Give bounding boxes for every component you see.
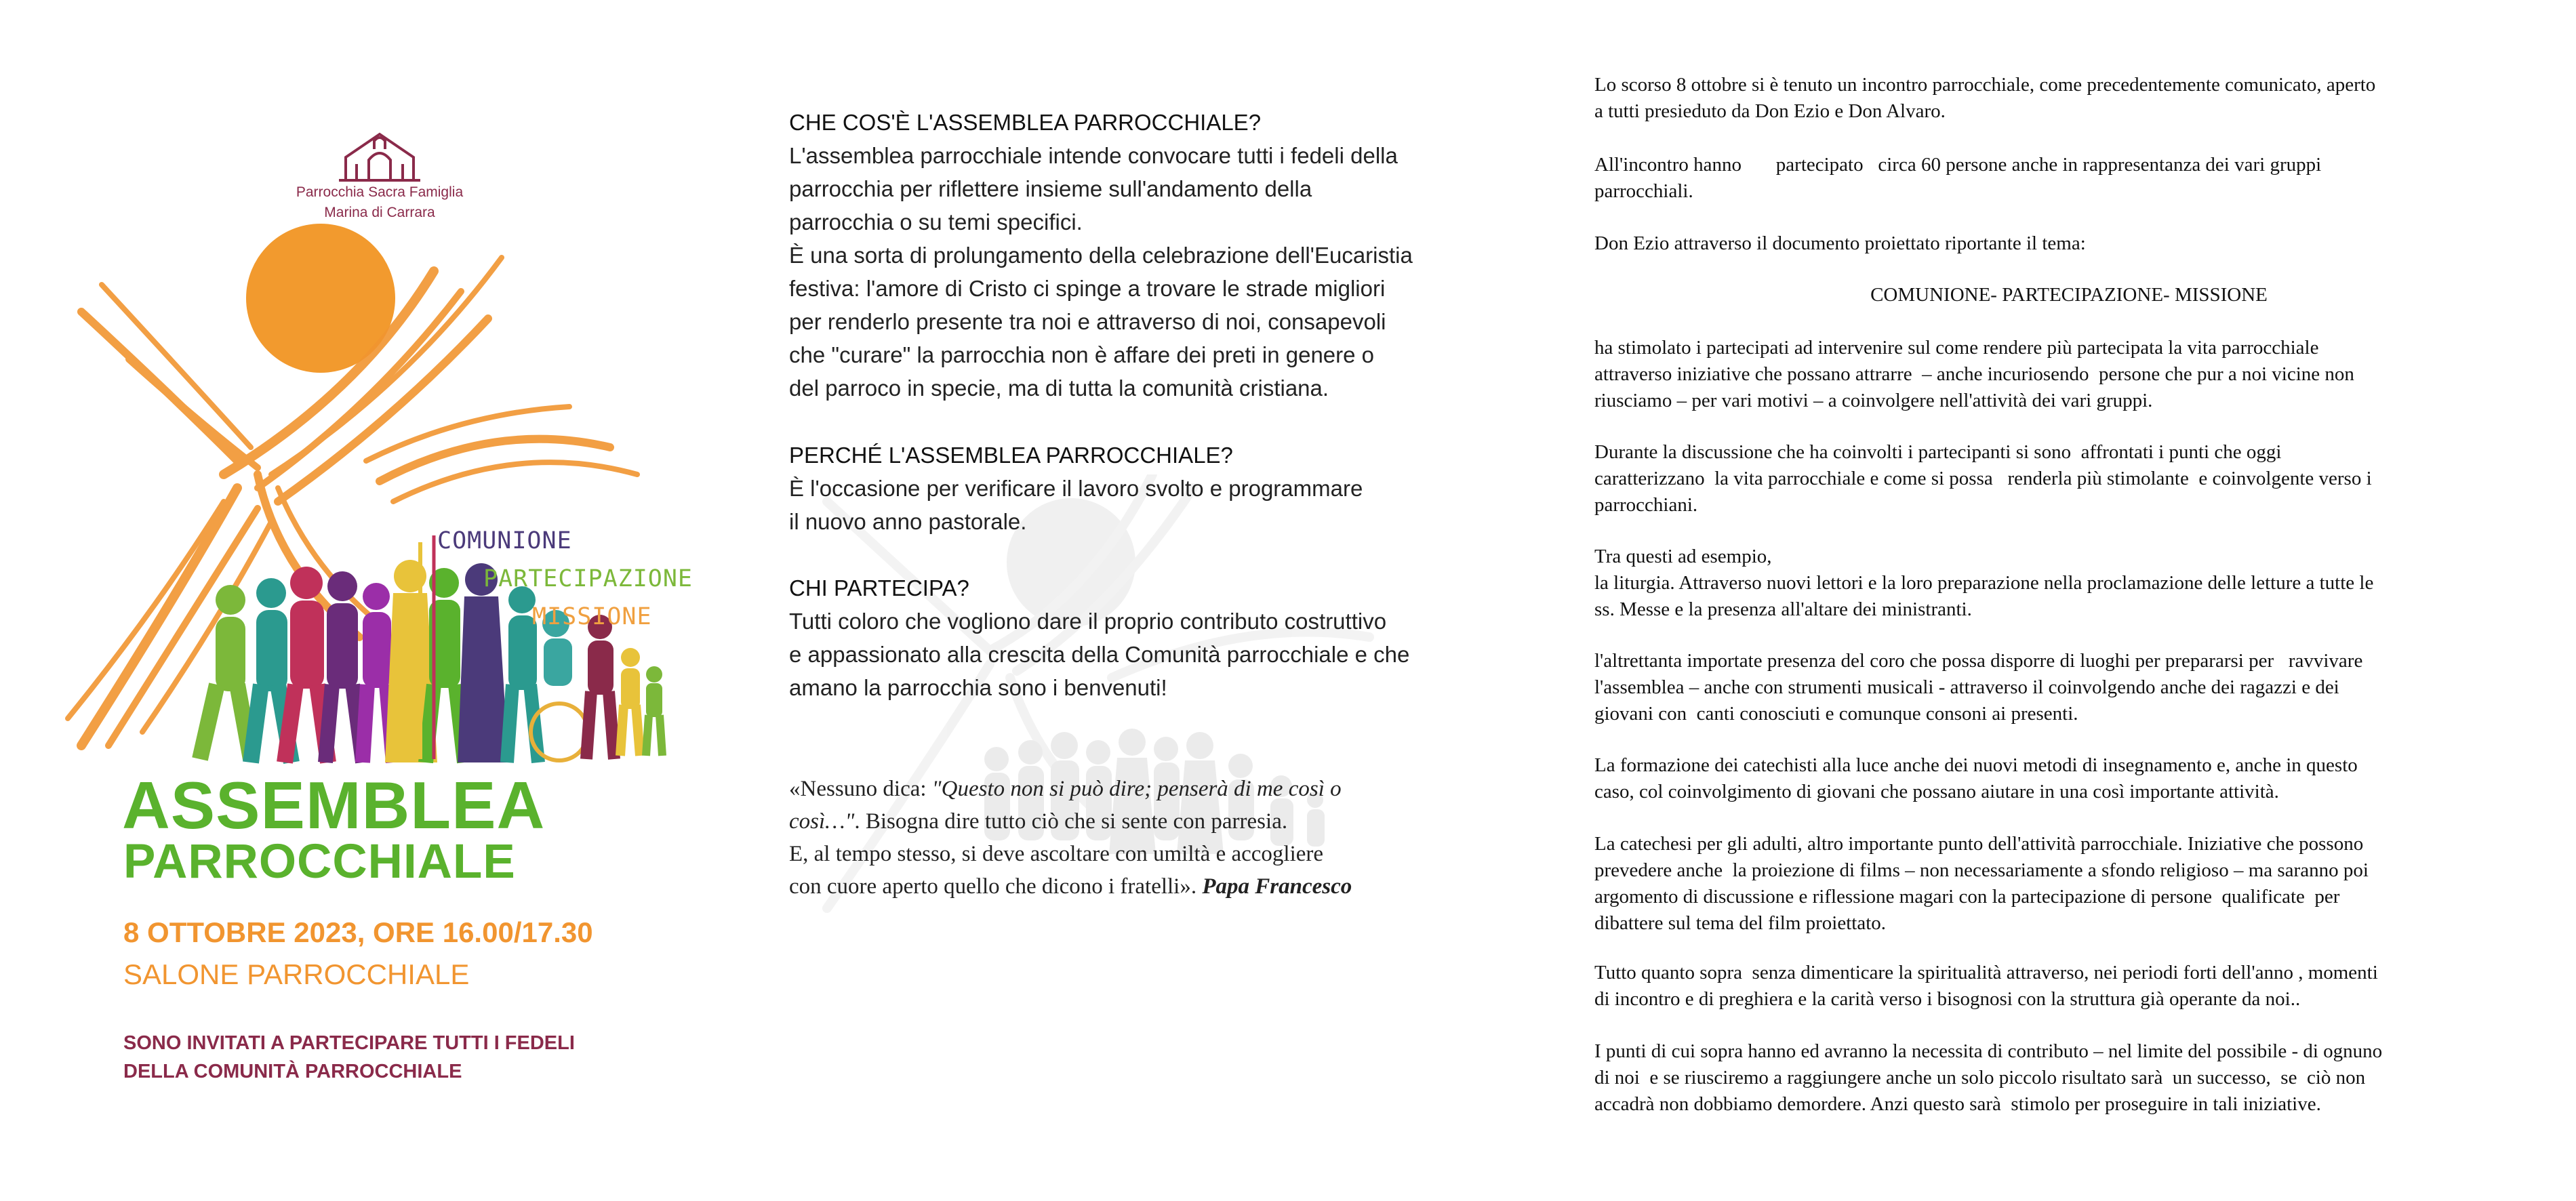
report-line: All'incontro hanno partecipato circa 60 persone anche in rappresentanza dei vari gruppi bbox=[1594, 154, 2322, 176]
report-line: l'altrettanta importate presenza del coro che possa disporre di luoghi per prepararsi per ravvivare bbox=[1594, 650, 2363, 672]
report-paragraph bbox=[1594, 230, 2543, 257]
report-line: Lo scorso 8 ottobre si è tenuto un incontro parrocchiale, come precedentemente comunicato, aperto bbox=[1594, 74, 2376, 96]
event-place: SALONE PARROCCHIALE bbox=[123, 958, 470, 990]
report-line: Don Ezio attraverso il documento proiettato riportante il tema: bbox=[1594, 232, 2086, 254]
paragraph-line: Tutti coloro che vogliono dare il proprio contributo costruttivo bbox=[789, 609, 1387, 634]
paragraph-line: È una sorta di prolungamento della celebrazione dell'Eucaristia bbox=[789, 243, 1413, 268]
info-panel bbox=[759, 0, 1559, 1201]
report-panel bbox=[1559, 0, 2576, 1201]
report-line: di noi e se riusciremo a raggiungere anche un solo piccolo risultato sarà un successo, se ciò non bbox=[1594, 1067, 2366, 1088]
report-line: dibattere sul tema del film proiettato. bbox=[1594, 912, 1887, 934]
section-why bbox=[789, 439, 1481, 538]
quote-author: Papa Francesco bbox=[1202, 874, 1352, 899]
report-line: ss. Messe e la presenza all'altare dei ministranti. bbox=[1594, 598, 1972, 620]
logo-line-2: Marina di Carrara bbox=[324, 205, 435, 220]
report-theme bbox=[1594, 282, 2543, 308]
pope-quote bbox=[789, 773, 1481, 903]
report-line: attraverso iniziative che possano attrarre – anche incuriosendo persone che pur a noi vicine non bbox=[1594, 363, 2354, 385]
report-paragraph bbox=[1594, 648, 2543, 727]
paragraph-line: e appassionato alla crescita della Comunità parrocchiale e che bbox=[789, 642, 1410, 667]
poster-title-line-2: PARROCCHIALE bbox=[123, 835, 516, 889]
parish-logo bbox=[291, 129, 468, 222]
report-line: caso, col coinvolgimento di giovani che possano aiutare in una così importante attività. bbox=[1594, 781, 2279, 802]
report-line: Tra questi ad esempio, bbox=[1594, 546, 1772, 567]
report-line: Tutto quanto sopra senza dimenticare la spiritualità attraverso, nei periodi forti dell'anno , momenti bbox=[1594, 962, 2378, 983]
report-line: La catechesi per gli adulti, altro importante punto dell'attività parrocchiale. Iniziative che possono bbox=[1594, 833, 2364, 855]
paragraph-line: parrocchia per riflettere insieme sull'andamento della bbox=[789, 176, 1312, 201]
paragraph-line: L'assemblea parrocchiale intende convocare tutti i fedeli della bbox=[789, 143, 1398, 168]
report-line: I punti di cui sopra hanno ed avranno la necessita di contributo – nel limite del possibile - di ognuno bbox=[1594, 1040, 2383, 1062]
report-line: accadrà non dobbiamo demordere. Anzi questo sarà stimolo per proseguire in tali iniziative. bbox=[1594, 1093, 2321, 1115]
report-line: parrocchiani. bbox=[1594, 494, 1698, 516]
section-what-is bbox=[789, 106, 1481, 405]
report-paragraph bbox=[1594, 72, 2543, 125]
report-line: riusciamo – per vari motivi – a coinvolgere nell'attività dei vari gruppi. bbox=[1594, 390, 2153, 411]
event-date: 8 OTTOBRE 2023, ORE 16.00/17.30 bbox=[123, 916, 593, 948]
report-line: ha stimolato i partecipati ad intervenire sul come rendere più partecipata la vita parrocchiale bbox=[1594, 337, 2319, 359]
paragraph-line: il nuovo anno pastorale. bbox=[789, 509, 1027, 534]
quote-line-3: E, al tempo stesso, si deve ascoltare con umiltà e accogliere bbox=[789, 842, 1324, 866]
poster-panel bbox=[0, 0, 759, 1201]
report-theme-line: COMUNIONE- PARTECIPAZIONE- MISSIONE bbox=[1870, 284, 2268, 306]
word-comunione: COMUNIONE bbox=[437, 527, 572, 554]
report-line: parrocchiali. bbox=[1594, 180, 1693, 202]
poster-artwork bbox=[54, 217, 732, 773]
section-why-title: PERCHÉ L'ASSEMBLEA PARROCCHIALE? bbox=[789, 443, 1233, 468]
invite-line-2: DELLA COMUNITÀ PARROCCHIALE bbox=[123, 1061, 462, 1082]
quote-italic-2: così…" bbox=[789, 809, 855, 834]
report-line: l'assemblea – anche con strumenti musicali - attraverso il coinvolgendo anche dei ragazzi e dei bbox=[1594, 676, 2339, 698]
paragraph-line: parrocchia o su temi specifici. bbox=[789, 209, 1083, 235]
report-paragraph bbox=[1594, 960, 2543, 1013]
report-line: a tutti presieduto da Don Ezio e Don Alvaro. bbox=[1594, 100, 1946, 122]
paragraph-line: che "curare" la parrocchia non è affare dei preti in genere o bbox=[789, 342, 1375, 367]
section-who bbox=[789, 571, 1481, 704]
word-partecipazione: PARTECIPAZIONE bbox=[483, 565, 693, 592]
paragraph-line: È l'occasione per verificare il lavoro svolto e programmare bbox=[789, 476, 1363, 501]
report-line: argomento di discussione e riflessione magari con la partecipazione di persone qualificate per bbox=[1594, 886, 2340, 908]
poster-title-line-1: ASSEMBLEA bbox=[122, 768, 546, 842]
paragraph-line: festiva: l'amore di Cristo ci spinge a trovare le strade migliori bbox=[789, 276, 1386, 301]
report-paragraph bbox=[1594, 439, 2543, 518]
paragraph-line: del parroco in specie, ma di tutta la comunità cristiana. bbox=[789, 375, 1329, 401]
report-line: La formazione dei catechisti alla luce anche dei nuovi metodi di insegnamento e, anche in questo bbox=[1594, 754, 2358, 776]
paragraph-line: amano la parrocchia sono i benvenuti! bbox=[789, 675, 1167, 700]
quote-rest: . Bisogna dire tutto ciò che si sente con parresia. bbox=[854, 809, 1288, 834]
invite-line-1: SONO INVITATI A PARTECIPARE TUTTI I FEDELI bbox=[123, 1032, 575, 1054]
sun-and-people-illustration bbox=[54, 217, 732, 773]
quote-italic-1: "Questo non si può dire; penserà di me così o bbox=[931, 777, 1342, 801]
report-line: caratterizzano la vita parrocchiale e come si possa renderla più stimolante e coinvolgente verso i bbox=[1594, 468, 2372, 489]
report-paragraph bbox=[1594, 831, 2543, 937]
report-line: Durante la discussione che ha coinvolti i partecipanti si sono affrontati i punti che oggi bbox=[1594, 441, 2282, 463]
paragraph-line: per renderlo presente tra noi e attraverso di noi, consapevoli bbox=[789, 309, 1386, 334]
word-missione: MISSIONE bbox=[532, 603, 652, 630]
report-paragraph bbox=[1594, 335, 2543, 414]
report-line: la liturgia. Attraverso nuovi lettori e la loro preparazione nella proclamazione delle letture a tutte le bbox=[1594, 572, 2374, 594]
quote-line-4: con cuore aperto quello che dicono i fratelli». bbox=[789, 874, 1203, 899]
report-paragraph bbox=[1594, 152, 2543, 205]
report-line: prevedere anche la proiezione di films – non necessariamente a sfondo religioso – ma saranno poi bbox=[1594, 859, 2369, 881]
report-line: giovani con canti conosciuti e comunque consoni ai presenti. bbox=[1594, 703, 2078, 725]
logo-line-1: Parrocchia Sacra Famiglia bbox=[296, 184, 464, 200]
report-line: di incontro e di preghiera e la carità verso i bisognosi con la struttura già operante da noi.. bbox=[1594, 988, 2301, 1010]
section-who-title: CHI PARTECIPA? bbox=[789, 575, 969, 600]
report-paragraph bbox=[1594, 544, 2543, 623]
section-what-is-title: CHE COS'È L'ASSEMBLEA PARROCCHIALE? bbox=[789, 110, 1262, 135]
invitation-text bbox=[123, 1029, 666, 1086]
quote-open: «Nessuno dica: bbox=[789, 777, 932, 801]
report-paragraph bbox=[1594, 752, 2543, 805]
report-paragraph bbox=[1594, 1038, 2543, 1118]
church-icon bbox=[339, 129, 420, 182]
